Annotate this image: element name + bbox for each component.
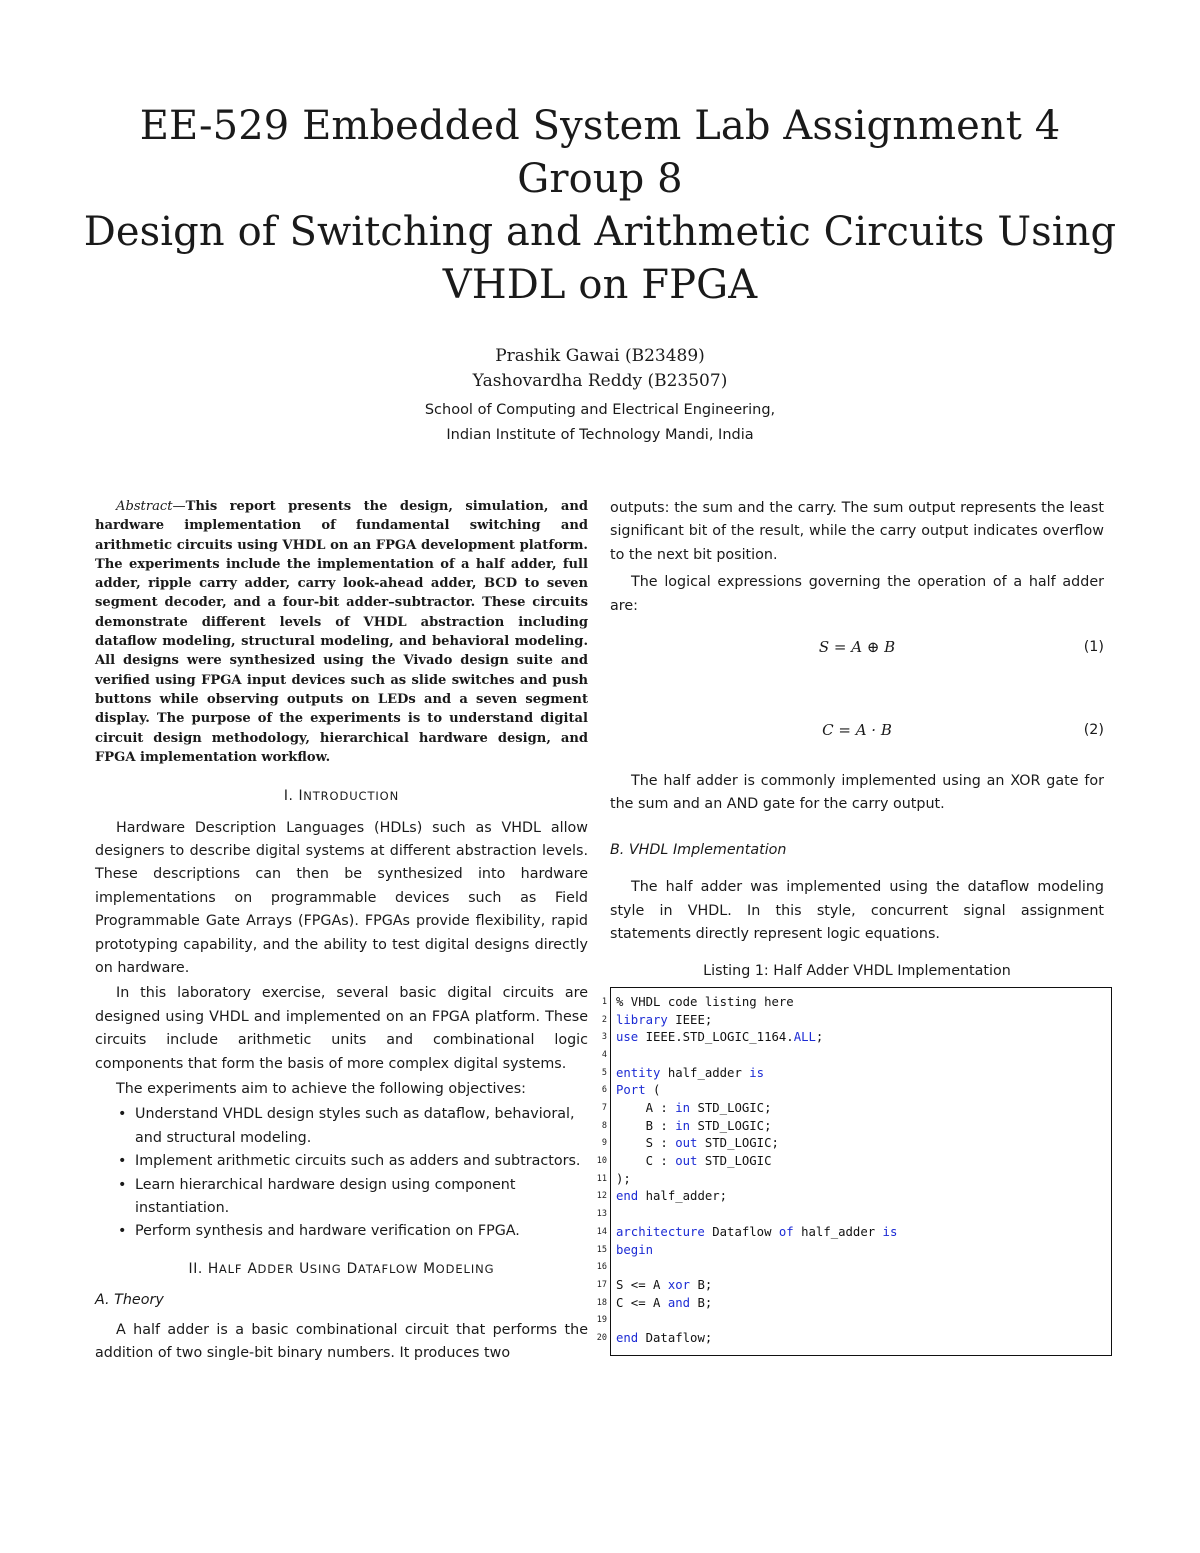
code-text: STD_LOGIC; [690,1118,772,1133]
theory-paragraph-start: A half adder is a basic combinational circuit that performs the addition of two single-bit binary numbers. It produces two [95,1321,588,1362]
theory-paragraph-continued: outputs: the sum and the carry. The sum output represents the least significant bit of the result, while the carry output indicates overflow to the next bit position. [610,500,1104,563]
equation-1-number: (1) [1083,639,1104,656]
code-text: S <= A [616,1277,668,1292]
line-number: 14 [596,1226,607,1237]
line-number: 3 [601,1032,607,1043]
title-line-1: EE-529 Embedded System Lab Assignment 4 [139,103,1061,149]
equation-1-expression: S = A ⊕ B [818,638,896,657]
word-initial: A [247,1260,258,1277]
list-item [118,1103,588,1150]
code-text: half_adder [660,1065,750,1080]
code-keyword: use [616,1030,639,1045]
intro-paragraph-1: Hardware Description Languages (HDLs) such as VHDL allow designers to describe digital systems at different abstraction levels. These descriptions can then be synthesized into hardware implementations on programmable devices such as Field Programmable Gate Arrays (FPGAs). FPGAs provide flexibility, rapid prototyping capability, and the ability to test digital designs directly on hardware. [95,819,588,976]
abstract-dash: — [172,499,186,514]
affiliation [0,398,1200,448]
code-line [601,1029,1111,1047]
abstract-lead: Abstract [116,499,173,514]
code-line [601,1047,1111,1065]
code-line [596,1188,1111,1206]
author-list [0,344,1200,394]
equation-2 [610,719,1104,779]
code-text: IEEE.STD_LOGIC_1164. [638,1030,794,1045]
title-line-4: VHDL on FPGA [442,262,758,308]
line-number: 13 [596,1209,607,1220]
code-text: ; [815,1030,824,1045]
author-2: Yashovardha Reddy (B23507) [472,371,728,391]
word-initial: H [207,1260,219,1277]
abstract-body: This report presents the design, simulation, and hardware implementation of fundamental switching and arithmetic circuits using VHDL on an FPGA development platform. The experiments include the implementation of a half adder, full adder, ripple carry adder, carry look-ahead adder, BCD to seven segment decoder, and a four-bit adder–subtractor. These circuits demonstrate different levels of VHDL abstraction including dataflow modeling, structural modeling, and behavioral modeling. All designs were synthesized using the Vivado design suite and verified using FPGA input devices such as slide switches and push buttons while observing outputs on LEDs and a seven segment display. The purpose of the experiments is to understand digital circuit design methodology, hierarchical hardware design, and FPGA implementation workflow. [95,499,588,765]
line-number: 2 [601,1014,607,1025]
code-line [596,1171,1111,1189]
code-keyword: out [675,1154,698,1169]
affiliation-line-1: School of Computing and Electrical Engineering, [424,402,776,418]
bullet-icon: • [118,1106,127,1123]
code-keyword: out [675,1136,698,1151]
code-line [596,1295,1111,1313]
word-rest: ODELING [435,1261,495,1276]
section-number: II. [188,1260,203,1277]
code-text: half_adder; [638,1189,728,1204]
objectives-list [95,1103,588,1243]
code-keyword: end [616,1330,639,1345]
code-line [596,1277,1111,1295]
code-text: % VHDL code listing here [616,994,794,1009]
code-text: Dataflow; [638,1330,713,1345]
code-text: B; [690,1295,713,1310]
line-number: 9 [601,1138,607,1149]
code-line [596,1153,1111,1171]
code-text: C : [616,1154,676,1169]
list-item-text: Perform synthesis and hardware verification on FPGA. [135,1223,520,1240]
title-line-2: Group 8 [517,156,683,202]
section-title-initial: I [298,788,304,805]
code-keyword: architecture [616,1224,705,1239]
code-text: B; [690,1277,713,1292]
line-number: 19 [596,1315,607,1326]
line-number: 11 [596,1173,607,1184]
line-number: 5 [601,1067,607,1078]
code-line [601,1118,1111,1136]
list-item-text: Understand VHDL design styles such as dataflow, behavioral, and structural modeling. [135,1106,575,1146]
code-text: Dataflow [704,1224,779,1239]
code-listing [596,987,1112,1356]
code-keyword: is [749,1065,765,1080]
line-number: 17 [596,1279,607,1290]
line-number: 15 [596,1244,607,1255]
word-initial: M [423,1260,436,1277]
line-number: 20 [596,1332,607,1343]
line-number: 10 [596,1156,607,1167]
abstract [95,497,588,767]
code-text: STD_LOGIC; [697,1136,779,1151]
subsection-heading-vhdl: B. VHDL Implementation [610,841,787,858]
code-text: IEEE; [667,1012,713,1027]
bullet-icon: • [118,1223,127,1240]
word-rest: ALF [218,1261,243,1276]
code-keyword: xor [667,1277,691,1292]
list-item-text: Learn hierarchical hardware design using component instantiation. [135,1176,516,1217]
word-initial: U [299,1260,310,1277]
intro-paragraph-3: The experiments aim to achieve the following objectives: [116,1081,526,1098]
code-text: ); [616,1171,631,1186]
code-text: A : [616,1101,676,1115]
line-number: 6 [601,1085,607,1096]
line-number: 8 [601,1120,607,1131]
word-rest: DDER [257,1261,295,1276]
code-keyword: entity [616,1065,661,1080]
list-item-text: Implement arithmetic circuits such as adders and subtractors. [135,1153,581,1170]
left-column [95,497,588,1366]
code-keyword: begin [616,1242,654,1257]
code-text: C <= A [616,1295,668,1310]
code-line [596,1242,1111,1260]
list-item [118,1174,588,1221]
implementation-paragraph: The half adder is commonly implemented using an XOR gate for the sum and an AND gate for the carry output. [610,773,1104,813]
line-number: 12 [596,1191,607,1202]
section-heading-introduction [95,785,588,808]
code-keyword: end [616,1189,639,1204]
list-item [118,1150,588,1173]
code-line [601,1100,1111,1118]
code-line [596,1330,1111,1348]
line-number: 18 [596,1297,607,1308]
equation-2-number: (2) [1083,722,1104,739]
paper-title [0,100,1200,312]
code-text: S : [616,1136,676,1151]
code-line [596,1206,1111,1224]
line-number: 4 [601,1049,607,1060]
code-line [596,1312,1111,1330]
equation-1 [610,636,1104,696]
code-text: STD_LOGIC; [690,1101,772,1115]
author-1: Prashik Gawai (B23489) [495,346,705,366]
code-line [601,1012,1111,1030]
code-text: STD_LOGIC [697,1154,772,1169]
intro-paragraph-2: In this laboratory exercise, several basic digital circuits are designed using VHDL and implemented on an FPGA platform. These circuits include arithmetic units and combinational logic components that form the basis of more complex digital systems. [95,985,588,1072]
code-line [601,1082,1111,1100]
logic-paragraph: The logical expressions governing the operation of a half adder are: [610,574,1104,614]
list-item [118,1220,588,1243]
listing-caption: Listing 1: Half Adder VHDL Implementation [703,963,1011,980]
line-number: 16 [596,1262,607,1273]
code-text: B : [616,1118,676,1133]
subsection-heading-theory: A. Theory [95,1292,164,1309]
word-rest: SING [309,1261,342,1276]
affiliation-line-2: Indian Institute of Technology Mandi, India [446,427,754,443]
code-line [601,1135,1111,1153]
vhdl-paragraph: The half adder was implemented using the dataflow modeling style in VHDL. In this style, concurrent signal assignment statements directly represent logic equations. [610,879,1104,943]
code-keyword: is [882,1224,898,1239]
equation-2-expression: C = A · B [822,721,892,740]
code-text: half_adder [793,1224,883,1239]
section-number: I. [283,788,294,805]
code-line [596,1224,1111,1242]
line-number: 1 [601,996,607,1007]
code-keyword: in [675,1118,691,1133]
code-line [601,1065,1111,1083]
section-title-rest: NTRODUCTION [303,789,400,804]
code-keyword: library [616,1012,668,1027]
code-text: ( [645,1083,661,1098]
word-initial: D [346,1260,358,1277]
bullet-icon: • [118,1153,127,1170]
section-heading-half-adder [95,1258,588,1281]
word-rest: ATAFLOW [357,1261,419,1276]
right-column [596,497,1104,1356]
code-line [601,994,1111,1012]
bullet-icon: • [118,1176,127,1193]
code-line [596,1259,1111,1277]
title-line-3: Design of Switching and Arithmetic Circuits Using [83,209,1117,255]
code-keyword: and [667,1295,691,1310]
line-number: 7 [601,1103,607,1113]
code-keyword: ALL [793,1030,816,1045]
code-keyword: in [675,1101,691,1115]
code-keyword: of [778,1224,794,1239]
code-keyword: Port [616,1083,646,1098]
